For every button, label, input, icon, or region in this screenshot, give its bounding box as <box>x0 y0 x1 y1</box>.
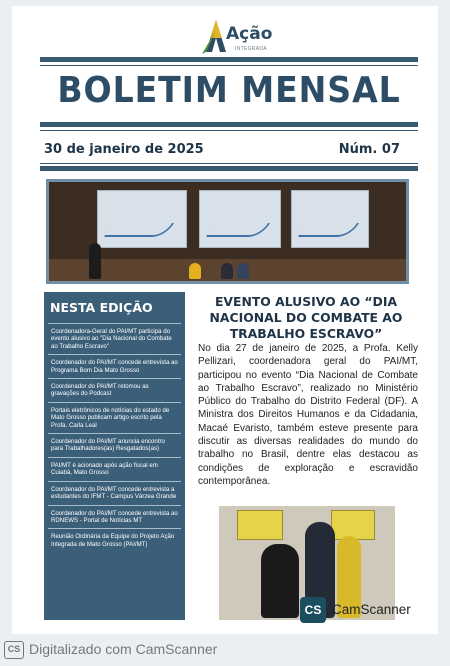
top-rule <box>40 57 418 62</box>
sidebar-item[interactable]: Coordenador do PAI/MT anuncia encontro para Trabalhadores(as) Resgatados(as) <box>48 433 181 457</box>
newsletter-title: BOLETIM MENSAL <box>57 70 401 111</box>
camscanner-badge-icon: CS <box>300 597 326 623</box>
date-rule-thick <box>40 166 418 171</box>
article-body: No dia 27 de janeiro de 2025, a Profa. Kelly Pellizari, coordenadora geral do PAI/MT, participou no evento “Dia Nacional de Combate ao Trabalho Escravo”, realizado no Ministério Público do Trabalho do Distrito Federal (DF). A Ministra dos Direitos Humanos e da Cidadania, Macaé Evaristo, também esteve presente para discutir as diversas realidades do mundo do trabalho no Brasil, dentre elas destacou as condições de exploração e escravidão contemporânea. <box>198 343 418 487</box>
newsletter-page <box>12 6 438 634</box>
date-rule <box>40 163 418 164</box>
projection-screen <box>199 190 281 248</box>
logo-subtitle: INTEGRADA <box>235 46 267 52</box>
event-banner <box>237 510 283 540</box>
scanner-footer-text: Digitalizado com CamScanner <box>29 641 218 657</box>
sidebar-item[interactable]: Coordenador do PAI/MT concede entrevista ao Programa Bom Dia Mato Grosso <box>48 354 181 378</box>
camscanner-footer-icon: CS <box>4 641 24 659</box>
in-this-edition-panel <box>44 292 185 620</box>
event-auditorium-photo <box>46 179 409 284</box>
sidebar-item[interactable]: Coordenador do PAI/MT concede entrevista a estudantes do IFMT - Campus Várzea Grande <box>48 481 181 505</box>
event-banner <box>331 510 375 540</box>
audience-figure <box>189 263 201 279</box>
speaker-figure <box>89 243 101 279</box>
sidebar-item[interactable]: Coordenador do PAI/MT retomou as gravações do Podcast <box>48 378 181 402</box>
sidebar-title: NESTA EDIÇÃO <box>50 300 153 315</box>
sidebar-item[interactable]: Coordenador do PAI/MT concede entrevista ao RDNEWS - Portal de Notícias MT <box>48 505 181 529</box>
audience-figure <box>221 263 233 279</box>
sidebar-item[interactable]: PAI/MT é acionado após ação fiscal em Cuiabá, Mato Grosso <box>48 457 181 481</box>
issue-number: Núm. 07 <box>338 142 400 157</box>
projection-screen <box>291 190 369 248</box>
title-rule <box>40 122 418 127</box>
projection-screen <box>97 190 187 248</box>
audience-figure <box>237 263 249 279</box>
top-rule-thin <box>40 65 418 66</box>
sidebar-item[interactable]: Reunião Ordinária da Equipe do Projeto Ação Integrada de Mato Grosso (PAI/MT) <box>48 528 181 552</box>
acao-integrada-logo <box>202 16 282 60</box>
title-rule-thin <box>40 130 418 131</box>
issue-date: 30 de janeiro de 2025 <box>44 142 204 157</box>
article-headline: EVENTO ALUSIVO AO “DIA NACIONAL DO COMBATE AO TRABALHO ESCRAVO” <box>209 294 403 341</box>
logo-text: Ação <box>226 24 273 44</box>
person-figure <box>261 544 299 618</box>
sidebar-item[interactable]: Portais eletrônicos de notícias do estado de Mato Grosso publicam artigo escrito pela Profa. Carla Leal <box>48 402 181 433</box>
camscanner-label: CamScanner <box>332 602 411 617</box>
sidebar-item[interactable]: Coordenadora-Geral do PAI/MT participa do evento alusivo ao "Dia Nacional do Combate ao Trabalho Escravo" <box>48 323 181 354</box>
